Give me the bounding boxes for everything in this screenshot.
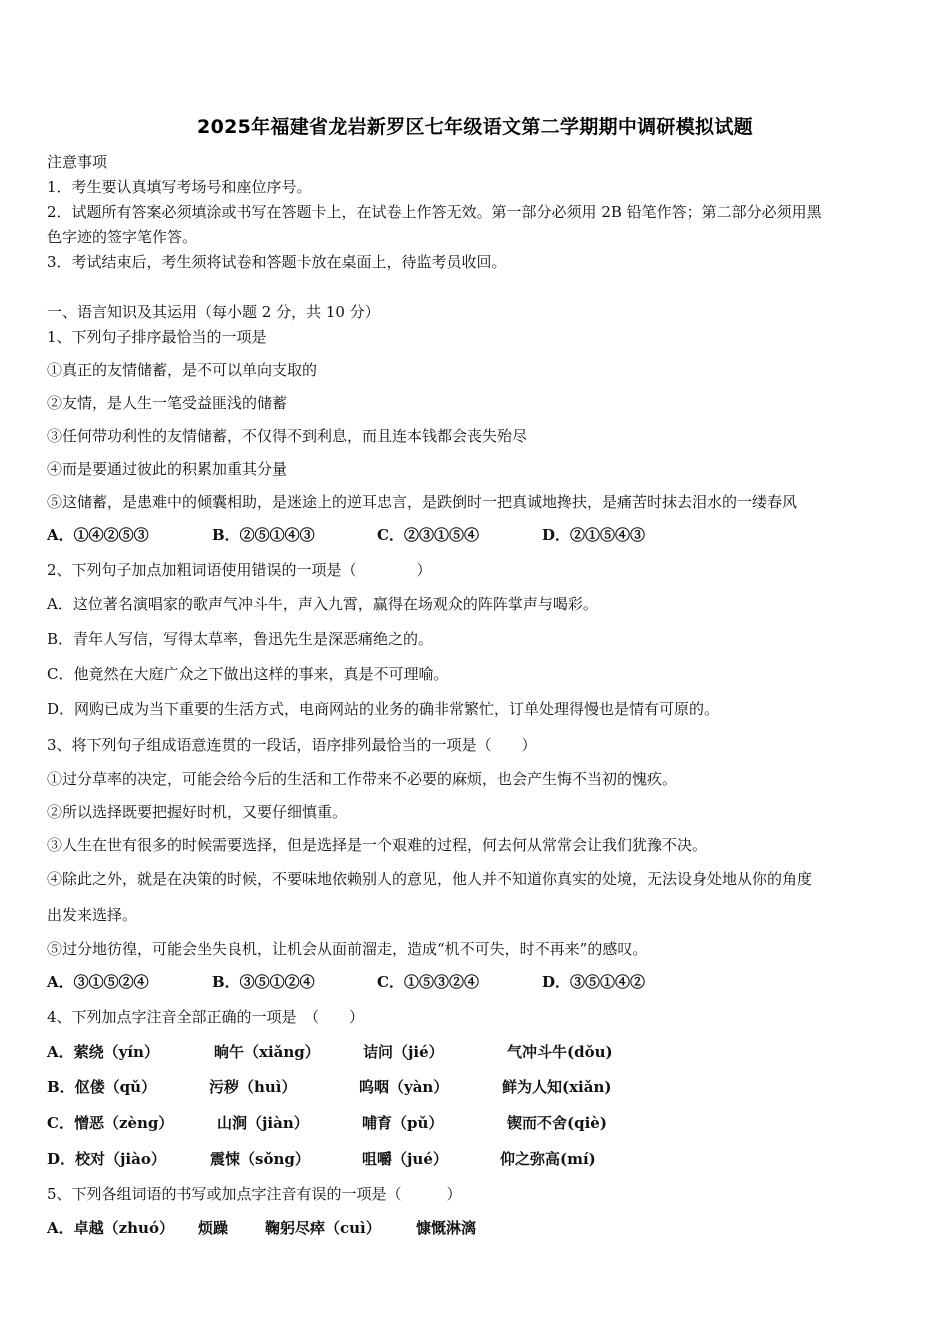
notice-heading: 注意事项 — [47, 153, 108, 171]
q4-stem: 4、下列加点字注音全部正确的一项是 （ ） — [47, 1008, 365, 1026]
q1-option-a: A．①④②⑤③ — [47, 526, 149, 544]
q4-c-3: 哺育（pǔ） — [362, 1114, 444, 1132]
q2-option-b: B．青年人写信，写得太草率，鲁迅先生是深恶痛绝之的。 — [47, 630, 434, 648]
q1-option-c: C．②③①⑤④ — [377, 526, 479, 544]
q3-sentence-2: ②所以选择既要把握好时机，又要仔细慎重。 — [47, 803, 348, 821]
q3-sentence-1: ①过分草率的决定，可能会给今后的生活和工作带来不必要的麻烦，也会产生悔不当初的愧疚。 — [47, 770, 678, 788]
q4-c-2: 山涧（jiàn） — [217, 1114, 309, 1132]
q4-b-2: 污秽（huì） — [209, 1078, 297, 1096]
q4-d-3: 咀嚼（jué） — [362, 1150, 448, 1168]
q3-option-b: B．③⑤①②④ — [212, 973, 315, 991]
q5-a-4: 慷慨淋漓 — [416, 1219, 477, 1237]
q4-b-1: B．伛偻（qǔ） — [47, 1078, 157, 1096]
q3-option-d: D．③⑤①④② — [542, 973, 646, 991]
notice-item-3: 3．考试结束后，考生须将试卷和答题卡放在桌面上，待监考员收回。 — [47, 253, 507, 271]
q5-stem: 5、下列各组词语的书写或加点字注音有误的一项是（ ） — [47, 1185, 462, 1203]
q1-sentence-5: ⑤这储蓄，是患难中的倾囊相助，是迷途上的逆耳忠言，是跌倒时一把真诚地搀扶，是痛苦时抹去泪水的一缕春风 — [47, 493, 798, 511]
q1-stem: 1、下列句子排序最恰当的一项是 — [47, 328, 267, 346]
q3-sentence-3: ③人生在世有很多的时候需要选择，但是选择是一个艰难的过程，何去何从常常会让我们犹豫不决。 — [47, 836, 708, 854]
q2-option-c: C．他竟然在大庭广众之下做出这样的事来，真是不可理喻。 — [47, 665, 449, 683]
q5-a-2: 烦躁 — [198, 1219, 229, 1237]
q2-option-a: A．这位著名演唱家的歌声气冲斗牛，声入九霄，赢得在场观众的阵阵掌声与喝彩。 — [47, 595, 598, 613]
q5-a-3: 鞠躬尽瘁（cuì） — [265, 1219, 381, 1237]
q1-sentence-1: ①真正的友情储蓄，是不可以单向支取的 — [47, 361, 318, 379]
q4-a-4: 气冲斗牛(dǒu) — [507, 1043, 613, 1061]
q5-a-1: A．卓越（zhuó） — [47, 1219, 174, 1237]
notice-item-1: 1．考生要认真填写考场号和座位序号。 — [47, 178, 312, 196]
q2-option-d: D．网购已成为当下重要的生活方式，电商网站的业务的确非常繁忙，订单处理得慢也是情有可原的。 — [47, 700, 720, 718]
q4-c-1: C．憎恶（zèng） — [47, 1114, 174, 1132]
q3-sentence-4-cont: 出发来选择。 — [47, 906, 138, 924]
q1-option-b: B．②⑤①④③ — [212, 526, 315, 544]
q4-a-3: 诘问（jié） — [363, 1043, 444, 1061]
section-heading: 一、语言知识及其运用（每小题 2 分，共 10 分） — [47, 303, 380, 321]
q4-b-3: 呜咽（yàn） — [359, 1078, 449, 1096]
q4-b-4: 鲜为人知(xiǎn) — [502, 1078, 612, 1096]
q1-option-d: D．②①⑤④③ — [542, 526, 646, 544]
q3-stem: 3、将下列句子组成语意连贯的一段话，语序排列最恰当的一项是（ ） — [47, 736, 537, 754]
q3-option-a: A．③①⑤②④ — [47, 973, 149, 991]
q3-option-c: C．①⑤③②④ — [377, 973, 479, 991]
notice-item-2-cont: 色字迹的签字笔作答。 — [47, 228, 198, 246]
q1-sentence-3: ③任何带功利性的友情储蓄，不仅得不到利息，而且连本钱都会丧失殆尽 — [47, 427, 528, 445]
page-title: 2025年福建省龙岩新罗区七年级语文第二学期期中调研模拟试题 — [197, 116, 753, 138]
q4-d-4: 仰之弥高(mí) — [500, 1150, 596, 1168]
q4-d-1: D．校对（jiào） — [47, 1150, 166, 1168]
q4-d-2: 震悚（sǒng） — [210, 1150, 310, 1168]
q4-c-4: 锲而不舍(qiè) — [507, 1114, 607, 1132]
q3-sentence-5: ⑤过分地彷徨，可能会坐失良机，让机会从面前溜走，造成“机不可失，时不再来”的感叹。 — [47, 940, 648, 958]
q2-stem: 2、下列句子加点加粗词语使用错误的一项是（ ） — [47, 561, 432, 579]
q4-a-2: 晌午（xiǎng） — [214, 1043, 320, 1061]
q1-sentence-4: ④而是要通过彼此的积累加重其分量 — [47, 460, 288, 478]
q1-sentence-2: ②友情，是人生一笔受益匪浅的储蓄 — [47, 394, 288, 412]
q3-sentence-4: ④除此之外，就是在决策的时候，不要味地依赖别人的意见，他人并不知道你真实的处境，无法设身处地从你的角度 — [47, 870, 813, 888]
notice-item-2: 2．试题所有答案必须填涂或书写在答题卡上，在试卷上作答无效。第一部分必须用 2B 铅笔作答；第二部分必须用黑 — [47, 203, 822, 221]
q4-a-1: A．萦绕（yín） — [47, 1043, 159, 1061]
